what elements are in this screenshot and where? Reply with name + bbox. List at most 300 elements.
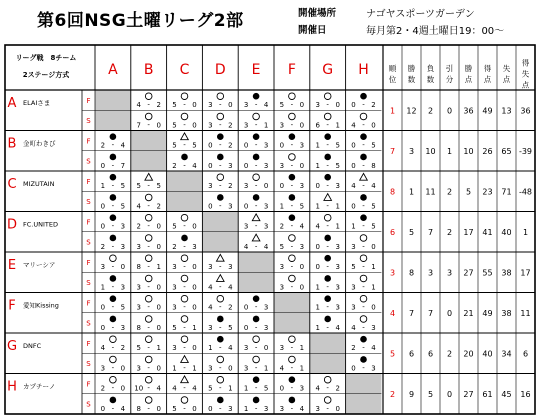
loss-mark [360, 154, 367, 161]
stage-label-second: S [86, 360, 91, 368]
score-sep: - [111, 384, 115, 392]
win-mark [289, 255, 296, 262]
stat-header-char: 得 [483, 64, 492, 73]
score-against: 3 [263, 202, 269, 211]
stat-value: 36 [463, 106, 474, 116]
score-sep: - [147, 323, 150, 332]
score-for: 4 [136, 101, 141, 109]
stat-value: 7 [427, 308, 434, 318]
score-sep: - [111, 262, 115, 271]
win-mark [289, 113, 296, 120]
team-name: 愛知Kissing [23, 301, 59, 310]
stat-value: 8 [408, 268, 415, 278]
draw-mark [324, 194, 332, 201]
loss-mark [110, 133, 117, 140]
stat-value: 3 [446, 268, 453, 278]
score-for: 1 [279, 202, 285, 211]
score-for: 4 [100, 344, 106, 352]
score-sep: - [290, 120, 294, 129]
corner-line1: リーグ戦 8チーム [15, 54, 77, 62]
stat-value: 65 [501, 146, 512, 156]
loss-mark [289, 376, 296, 383]
row-letter: D [6, 217, 18, 233]
score-sep: - [326, 262, 329, 271]
score-against: 0 [263, 182, 269, 190]
score-sep: - [147, 384, 150, 392]
score-sep: - [362, 262, 365, 271]
score-for: 3 [351, 242, 356, 251]
score-against: 0 [120, 384, 126, 393]
win-mark [181, 214, 188, 221]
score-sep: - [254, 323, 258, 332]
col-header-h: H [358, 62, 369, 78]
score-sep: - [290, 222, 294, 230]
score-against: 0 [156, 222, 161, 231]
score-sep: - [183, 363, 186, 372]
score-sep: - [362, 161, 365, 170]
stage-label-second: S [86, 157, 91, 166]
win-mark [289, 235, 296, 242]
score-sep: - [254, 201, 258, 210]
score-for: 0 [279, 141, 285, 150]
score-for: 5 [208, 384, 213, 393]
stat-value: 2 [427, 106, 434, 116]
stage-label-first: F [86, 97, 91, 105]
score-sep: - [326, 384, 329, 392]
score-sep: - [147, 222, 150, 230]
score-sep: - [326, 282, 329, 291]
win-mark [181, 397, 188, 404]
score-against: 5 [299, 202, 305, 211]
score-for: 3 [136, 242, 141, 251]
stat-header-char: 点 [464, 75, 473, 84]
score-sep: - [362, 282, 365, 291]
win-mark [289, 336, 296, 343]
score-sep: - [219, 363, 222, 372]
score-against: 3 [299, 182, 305, 190]
stat-value: 41 [482, 227, 493, 237]
score-for: 2 [100, 384, 106, 393]
stat-value: 23 [482, 187, 493, 197]
score-against: 3 [335, 263, 340, 271]
stat-value: 7 [389, 146, 396, 156]
score-for: 4 [351, 121, 356, 130]
score-for: 3 [351, 283, 356, 292]
score-sep: - [254, 222, 258, 230]
score-sep: - [111, 323, 115, 332]
stat-header-char: 負 [426, 64, 435, 73]
stage-label-first: F [86, 178, 91, 186]
stat-value: 40 [501, 227, 512, 237]
stat-header-char: 位 [388, 75, 397, 84]
score-for: 3 [208, 323, 213, 332]
win-mark [145, 376, 152, 383]
score-for: 3 [100, 364, 106, 373]
loss-mark [289, 133, 296, 140]
loss-mark [217, 397, 224, 404]
score-for: 0 [279, 182, 285, 190]
score-sep: - [147, 282, 150, 291]
col-header-e: E [251, 62, 261, 78]
score-against: 3 [228, 404, 233, 413]
score-sep: - [290, 363, 294, 372]
score-for: 0 [208, 141, 213, 150]
score-sep: - [254, 100, 258, 109]
score-for: 0 [351, 202, 356, 211]
stat-value: 1 [446, 146, 453, 156]
score-sep: - [111, 161, 115, 170]
stat-value: -48 [518, 187, 533, 197]
score-sep: - [183, 222, 186, 230]
stat-value: 2 [446, 187, 453, 197]
score-for: 0 [279, 384, 285, 393]
score-for: 0 [243, 323, 249, 332]
score-for: 4 [315, 384, 320, 393]
score-sep: - [147, 404, 150, 413]
stat-value: 6 [408, 349, 415, 359]
score-sep: - [111, 201, 115, 210]
stat-value: 7 [427, 227, 434, 237]
win-mark [253, 336, 260, 343]
draw-mark [217, 275, 225, 282]
loss-mark [360, 336, 367, 343]
stat-value: 61 [482, 389, 493, 399]
score-for: 3 [136, 303, 141, 312]
score-for: 5 [136, 182, 141, 190]
score-sep: - [326, 141, 329, 149]
score-against: 3 [335, 242, 340, 251]
draw-mark [360, 173, 368, 180]
score-against: 3 [228, 202, 233, 211]
stat-header-char: 数 [407, 75, 416, 84]
score-sep: - [254, 384, 258, 392]
score-sep: - [326, 120, 329, 129]
score-against: 0 [299, 263, 305, 271]
stat-value: 55 [482, 268, 493, 278]
score-sep: - [111, 363, 115, 372]
loss-mark [253, 376, 260, 383]
score-sep: - [183, 384, 186, 392]
score-against: 0 [299, 161, 305, 170]
score-sep: - [111, 222, 115, 230]
stat-value: 40 [482, 349, 493, 359]
win-mark [360, 275, 367, 282]
stat-header-char: 分 [445, 75, 454, 84]
stage-label-second: S [86, 117, 91, 125]
loss-mark [110, 194, 117, 201]
loss-mark [217, 316, 224, 323]
score-against: 0 [335, 404, 340, 413]
score-against: 3 [120, 242, 126, 251]
score-for: 4 [172, 384, 177, 393]
score-for: 3 [172, 303, 177, 312]
score-against: 3 [120, 323, 126, 332]
score-against: 0 [299, 101, 305, 109]
score-against: 2 [228, 141, 233, 150]
win-mark [217, 356, 224, 363]
win-mark [145, 255, 152, 262]
score-for: 3 [279, 263, 285, 271]
score-against: 1 [263, 364, 269, 373]
stat-value: 2 [446, 227, 453, 237]
score-against: 3 [263, 323, 269, 332]
score-sep: - [362, 363, 365, 372]
score-against: 2 [228, 121, 233, 130]
score-for: 1 [208, 344, 213, 352]
score-against: 3 [263, 303, 269, 312]
stat-value: 5 [408, 227, 415, 237]
win-mark [181, 113, 188, 120]
score-sep: - [183, 100, 186, 109]
score-against: 0 [299, 121, 305, 130]
score-against: 1 [192, 364, 197, 373]
score-for: 4 [208, 283, 213, 292]
score-sep: - [219, 343, 222, 352]
score-sep: - [362, 323, 365, 332]
draw-mark [252, 214, 260, 221]
score-sep: - [290, 161, 294, 170]
score-against: 2 [228, 182, 233, 190]
score-sep: - [219, 161, 222, 170]
score-against: 3 [120, 222, 126, 231]
loss-mark [289, 214, 296, 221]
score-for: 3 [243, 121, 249, 130]
stat-value: 6 [427, 349, 434, 359]
row-letter: A [7, 96, 17, 111]
win-mark [360, 295, 367, 302]
score-sep: - [290, 141, 294, 149]
stat-value: 27 [463, 268, 474, 278]
score-for: 3 [208, 263, 213, 271]
col-header-g: G [322, 62, 334, 78]
win-mark [181, 255, 188, 262]
score-for: 4 [315, 222, 320, 231]
score-sep: - [111, 141, 115, 149]
score-sep: - [362, 201, 365, 210]
score-against: 1 [371, 263, 376, 271]
stat-value: 0 [446, 106, 453, 116]
score-against: 0 [371, 242, 376, 251]
score-for: 3 [279, 283, 285, 292]
stat-value: 26 [482, 146, 493, 156]
score-against: 0 [156, 303, 161, 312]
stat-value: 11 [425, 187, 436, 197]
score-sep: - [326, 161, 329, 170]
stat-header-char: 点 [483, 75, 492, 84]
score-sep: - [111, 282, 115, 291]
score-against: 0 [192, 222, 197, 231]
score-sep: - [183, 282, 186, 291]
score-for: 5 [172, 121, 177, 130]
score-against: 3 [335, 182, 340, 190]
loss-mark [289, 397, 296, 404]
score-against: 0 [156, 121, 161, 130]
score-against: 0 [371, 303, 376, 312]
loss-mark [253, 133, 260, 140]
score-sep: - [183, 262, 186, 271]
score-sep: - [219, 100, 222, 109]
score-for: 4 [351, 182, 356, 190]
loss-mark [110, 295, 117, 302]
loss-mark [181, 235, 188, 242]
score-for: 3 [208, 121, 213, 130]
win-mark [289, 275, 296, 282]
loss-mark [217, 133, 224, 140]
row-letter: H [7, 379, 17, 395]
stat-header-char: 引 [445, 64, 454, 73]
score-for: 4 [136, 202, 141, 211]
win-mark [145, 113, 152, 120]
stat-value: 20 [463, 349, 474, 359]
win-mark [145, 356, 152, 363]
score-sep: - [326, 100, 329, 109]
score-sep: - [147, 100, 150, 109]
score-against: 0 [156, 283, 161, 292]
score-for: 5 [279, 101, 285, 109]
loss-mark [324, 295, 331, 302]
loss-mark [181, 154, 188, 161]
score-against: 3 [263, 222, 269, 231]
team-name: MIZUTAIN [23, 180, 55, 188]
score-sep: - [147, 303, 150, 311]
score-sep: - [290, 384, 294, 392]
stage-label-first: F [86, 380, 91, 389]
score-against: 3 [263, 404, 269, 413]
score-sep: - [219, 181, 222, 190]
win-mark [253, 174, 260, 181]
score-for: 5 [351, 263, 356, 271]
score-for: 1 [100, 182, 106, 190]
score-sep: - [183, 120, 186, 129]
score-against: 5 [156, 182, 161, 190]
score-against: 2 [371, 101, 376, 109]
score-for: 3 [172, 263, 177, 271]
stat-value: 6 [389, 227, 396, 237]
loss-mark [110, 214, 117, 221]
score-for: 0 [351, 101, 356, 109]
stat-header-char: 勝 [464, 64, 473, 73]
win-mark [289, 356, 296, 363]
score-sep: - [326, 323, 329, 332]
stat-header-char: 勝 [407, 64, 416, 73]
score-against: 1 [156, 263, 161, 271]
date-value: 毎月第2・4週土曜日19：00～ [366, 26, 505, 37]
score-for: 2 [279, 222, 285, 231]
score-for: 3 [136, 283, 141, 292]
score-for: 3 [208, 364, 213, 373]
score-for: 4 [243, 242, 249, 251]
score-against: 5 [120, 303, 126, 312]
score-for: 5 [172, 323, 177, 332]
score-for: 3 [172, 344, 177, 352]
stat-value: 2 [389, 389, 396, 399]
score-sep: - [290, 282, 294, 291]
score-for: 0 [351, 141, 356, 150]
win-mark [360, 316, 367, 323]
stat-value: 17 [520, 268, 531, 278]
score-against: 0 [120, 263, 126, 271]
draw-mark [252, 234, 260, 241]
score-against: 3 [299, 242, 305, 251]
score-against: 4 [371, 182, 376, 190]
stat-value: 5 [427, 389, 434, 399]
loss-mark [324, 235, 331, 242]
stat-header-char: 得 [521, 58, 530, 68]
loss-mark [217, 194, 224, 201]
score-sep: - [362, 141, 365, 149]
col-header-c: C [179, 62, 190, 78]
score-against: 5 [263, 384, 269, 393]
draw-mark [181, 356, 189, 363]
score-for: 2 [136, 222, 141, 231]
win-mark [360, 255, 367, 262]
score-sep: - [111, 181, 115, 190]
win-mark [217, 93, 224, 100]
score-against: 3 [299, 141, 305, 150]
score-against: 4 [120, 141, 126, 150]
loss-mark [110, 174, 117, 181]
stat-value: 3 [389, 268, 396, 278]
win-mark [253, 113, 260, 120]
score-sep: - [326, 404, 329, 413]
loss-mark [360, 194, 367, 201]
score-sep: - [254, 363, 258, 372]
score-for: 1 [172, 364, 177, 373]
score-against: 4 [335, 323, 340, 332]
score-sep: - [219, 262, 222, 271]
col-header-f: F [287, 62, 296, 78]
stat-value: 9 [408, 389, 415, 399]
win-mark [217, 295, 224, 302]
row-letter: F [8, 298, 16, 314]
score-against: 7 [120, 161, 126, 170]
stat-value: 11 [520, 308, 531, 318]
score-sep: - [290, 181, 294, 190]
win-mark [181, 336, 188, 343]
score-against: 4 [371, 344, 376, 352]
score-against: 2 [156, 202, 161, 211]
score-against: 2 [228, 303, 233, 312]
score-against: 3 [120, 283, 126, 292]
win-mark [324, 93, 331, 100]
score-against: 0 [228, 101, 233, 109]
score-against: 3 [299, 384, 305, 393]
score-sep: - [326, 181, 329, 190]
score-for: 5 [172, 101, 177, 109]
loss-mark [217, 336, 224, 343]
date-label: 開催日 [298, 25, 327, 36]
stat-value: 38 [501, 308, 512, 318]
score-against: 4 [156, 384, 161, 393]
score-sep: - [147, 120, 150, 129]
score-against: 3 [335, 303, 340, 312]
stat-value: 2 [446, 349, 453, 359]
loss-mark [110, 397, 117, 404]
stage-label-second: S [86, 400, 91, 409]
score-sep: - [254, 303, 258, 311]
score-for: 7 [136, 121, 141, 130]
stat-value: 13 [501, 106, 512, 116]
score-for: 6 [315, 121, 320, 130]
team-name: マリーシア [23, 261, 56, 269]
score-sep: - [147, 343, 150, 352]
score-against: 5 [371, 222, 376, 231]
score-against: 3 [192, 242, 197, 251]
score-against: 1 [335, 202, 340, 211]
score-for: 2 [351, 344, 356, 352]
score-sep: - [362, 343, 365, 352]
score-for: 3 [136, 364, 141, 373]
